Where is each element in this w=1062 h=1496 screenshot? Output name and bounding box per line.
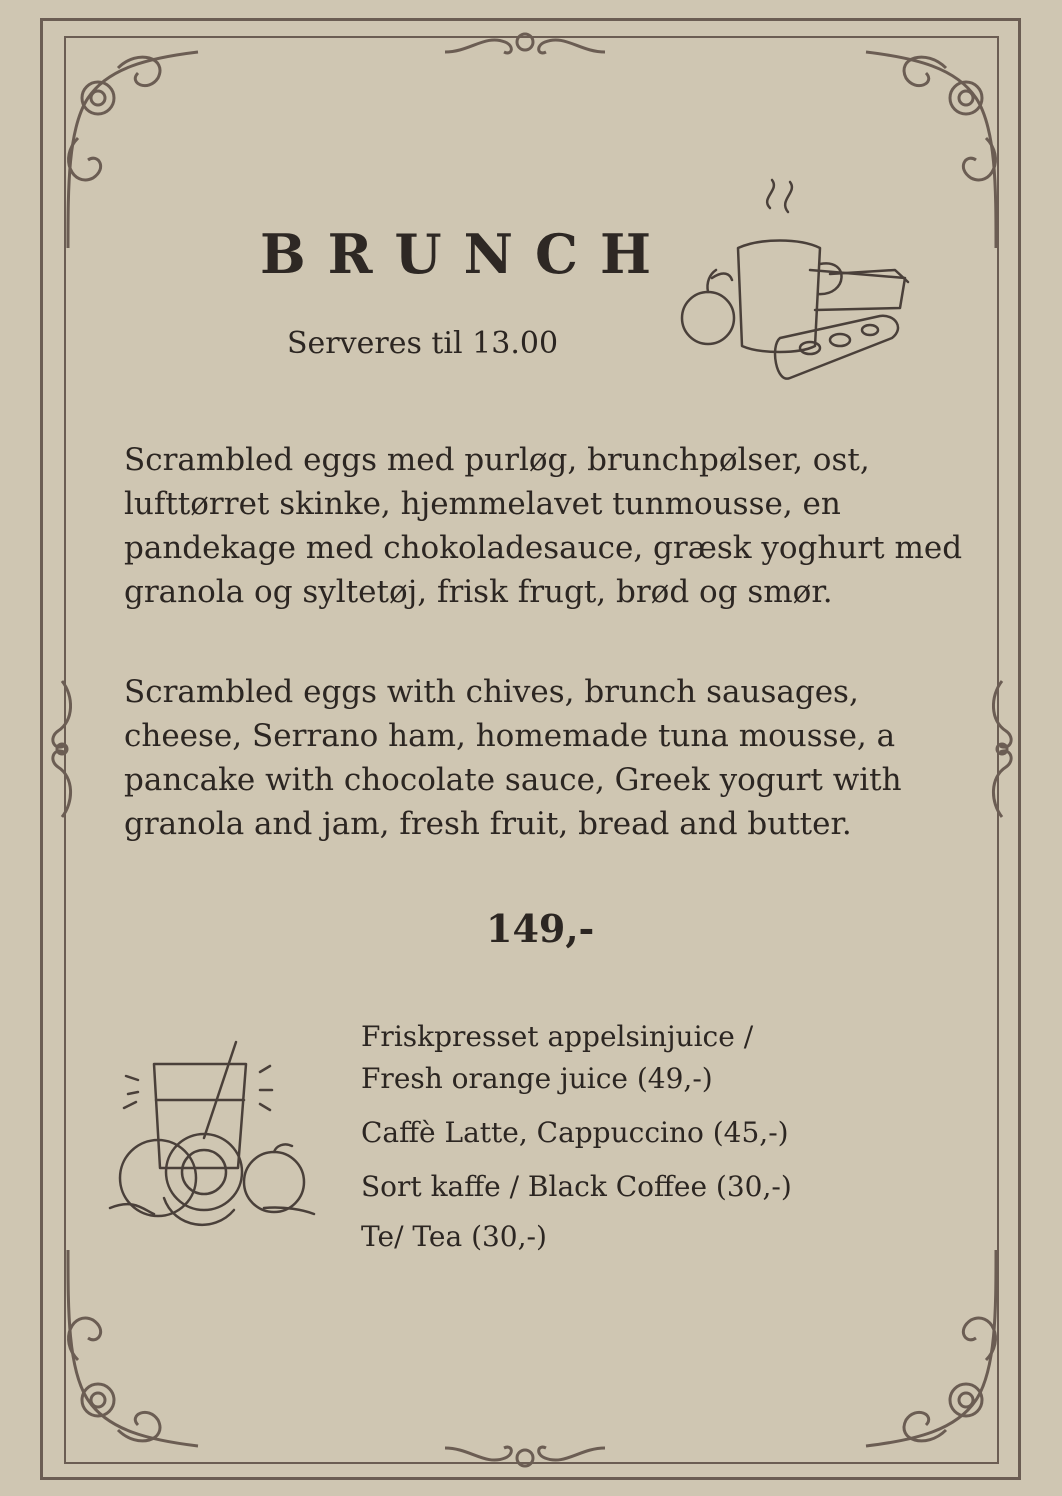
ornament-bottom-left bbox=[58, 1240, 208, 1460]
ornament-left-middle bbox=[44, 676, 80, 822]
drink-item: Caffè Latte, Cappuccino (45,-) bbox=[361, 1116, 789, 1149]
ornament-top-center bbox=[440, 24, 610, 64]
ornament-right-middle bbox=[984, 676, 1020, 822]
menu-title: BRUNCH bbox=[260, 222, 673, 286]
brunch-price: 149,- bbox=[486, 906, 595, 951]
drinks-list bbox=[361, 1016, 861, 1258]
drink-item: Sort kaffe / Black Coffee (30,-) bbox=[361, 1170, 792, 1203]
orange-juice-illustration bbox=[104, 1038, 318, 1244]
ornament-bottom-right bbox=[856, 1240, 1006, 1460]
ornament-top-left bbox=[58, 38, 208, 258]
serving-time: Serveres til 13.00 bbox=[287, 326, 559, 361]
description-english: Scrambled eggs with chives, brunch sausages, cheese, Serrano ham, homemade tuna mousse, a pancake with chocolate sauce, Greek yogurt with granola and jam, fresh fruit, bread and butter. bbox=[124, 674, 902, 842]
coffee-mug-toast-apple-illustration bbox=[680, 178, 920, 390]
drink-item: Te/ Tea (30,-) bbox=[361, 1220, 547, 1253]
description-danish: Scrambled eggs med purløg, brunchpølser, ost, lufttørret skinke, hjemmelavet tunmousse, en pandekage med chokoladesauce, græsk yoghurt med granola og syltetøj, frisk frugt, brød og smør. bbox=[124, 442, 963, 610]
ornament-bottom-center bbox=[440, 1436, 610, 1476]
drink-item: Friskpresset appelsinjuice / Fresh orange juice (49,-) bbox=[361, 1020, 754, 1095]
